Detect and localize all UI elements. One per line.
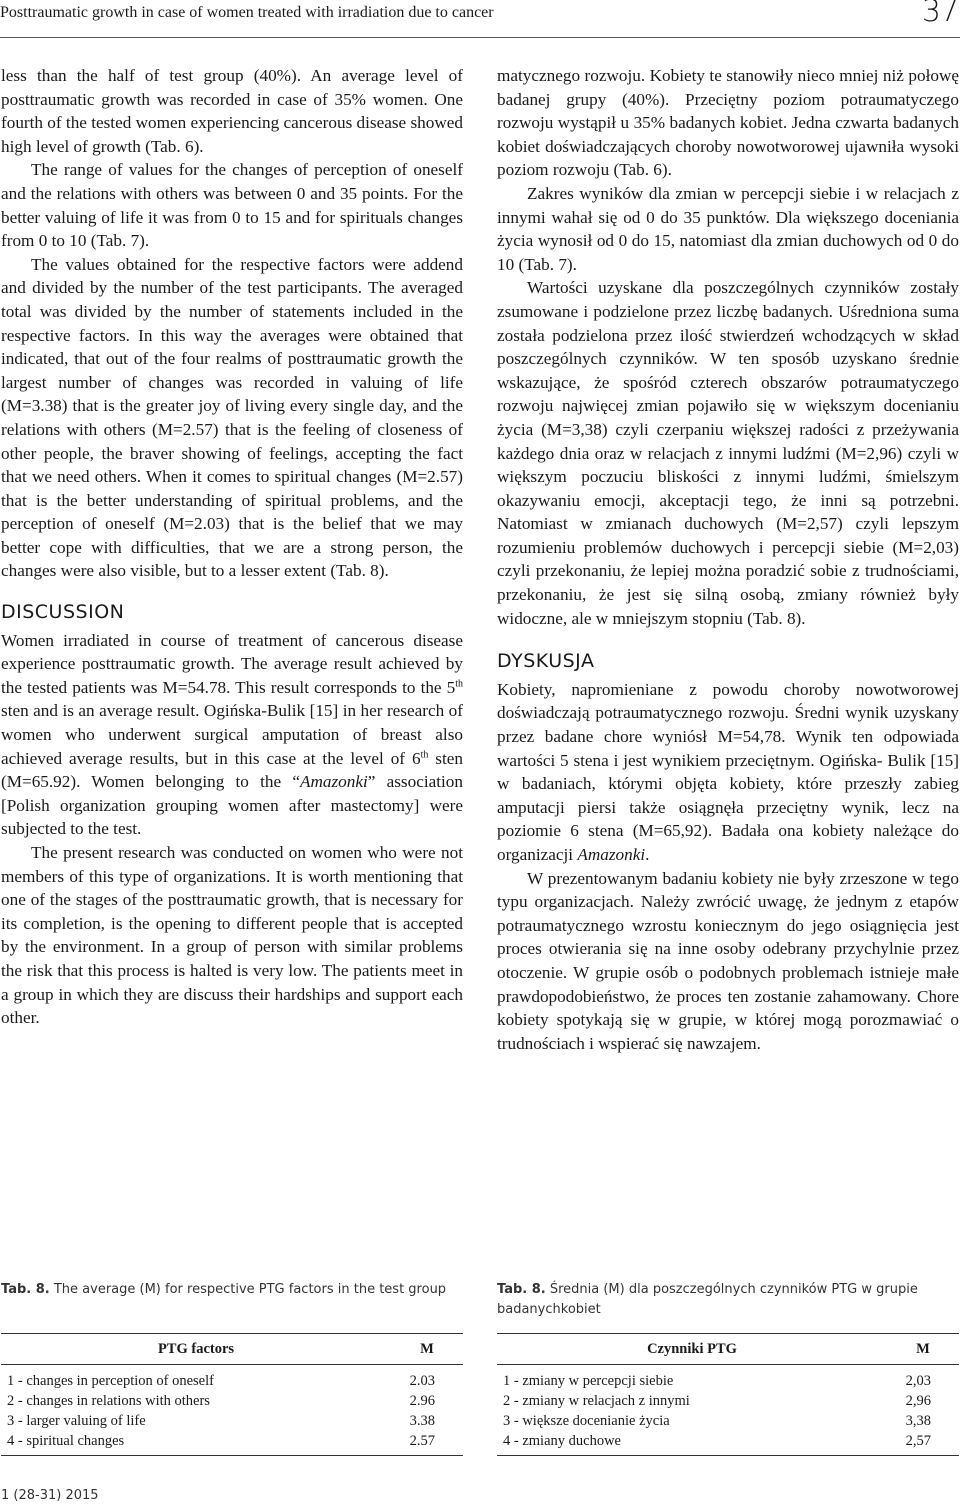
table-label: Tab. 8. (1, 1282, 50, 1297)
page-number: 37 (921, 0, 958, 29)
text-run: Kobiety, napromieniane z powodu choroby nowotworowej doświadczają potraumatycznego rozwoju. Średni wynik uzyskany przez badane chore wyniósł M=54,78. Wynik ten odpowiada wartości 5 stena i jest wynikiem przeciętnym. Ogińska- Bulik [15] w badaniach, którymi objęta kobiety, które przeszły zabieg amputacji piersi także osiągnęła przeciętny wynik, lecz na poziomie 6 stena (M=65,92). Badała ona kobiety należące do organizacji (497, 679, 959, 864)
wyniki-paragraph-2: Zakres wyników dla zmian w percepcji siebie i w relacjach z innymi wahał się od 0 do 35 punktów. Dla większego doceniania życia wynosił od 0 do 15, natomiast dla zmian duchowych od 0 do 10 (Tab. 7). (497, 183, 959, 274)
factor-cell: 3 - larger valuing of life (7, 1412, 146, 1429)
mean-cell: 2.96 (409, 1392, 435, 1409)
header-rule (0, 37, 960, 38)
organization-name: Amazonki (299, 772, 368, 792)
factor-cell: 4 - zmiany duchowe (497, 1431, 887, 1456)
column-header-czynniki: Czynniki PTG (497, 1334, 887, 1365)
table-row (1, 1365, 463, 1392)
results-paragraph-3: The values obtained for the respective factors were addend and divided by the number of the test participants. The averaged total was divided by the number of statements included in the respective factors. In this way the averages were obtained that indicated, that out of the four realms of posttraumatic growth the largest number of changes was recorded in valuing of life (M=3.38) that is the greater joy of living every single day, and the relations with others (M=2.57) that is the feeling of closeness of other people, the braver showing of feelings, accepting the fact that we need others. When it comes to spiritual changes (M=2.57) that is the better understanding of spiritual problems, and the perception of oneself (M=2.03) that is the belief that we may better cope with difficulties, that we are a strong person, the changes were also visible, but to a lesser extent (Tab. 8). (1, 254, 463, 581)
table-row (497, 1391, 959, 1411)
caption-text: Średnia (M) dla poszczególnych czynników PTG w grupie badanychkobiet (497, 1282, 918, 1317)
results-paragraph-2: The range of values for the changes of perception of oneself and the relations with others was between 0 and 35 points. For the better valuing of life it was from 0 to 15 and for spirituals changes from 0 to 10 (Tab. 7). (1, 160, 463, 251)
dyskusja-paragraph-1 (497, 678, 959, 867)
text-run: . (645, 845, 650, 864)
dyskusja-heading: DYSKUSJA (497, 650, 595, 673)
factor-cell: 3 - większe docenianie życia (503, 1412, 670, 1429)
table-caption-pl (497, 1280, 959, 1320)
wyniki-paragraph-3: Wartości uzyskane dla poszczególnych czynników zostały zsumowane i podzielone przez liczbę badanych. Uśredniona suma została podzielona przez ilość stwierdzeń wchodzących w skład poszczególnych czynników. W ten sposób uzyskano średnie wskazujące, że spośród czterech obszarów potraumatyczego rozwoju najwięcej zmian pojawiło się w większym docenianiu życia (M=3,38) czyli czerpaniu większej radości z przeżywania każdego dnia oraz w relacjach z innymi ludźmi (M=2,96) czyli w większym poczuciu bliskości z innymi ludźmi, śmielszym okazywaniu emocji, akceptacji tego, że inni są potrzebni. Natomiast w zmianach duchowych (M=2,57) czyli lepszym rozumieniu problemów duchowych i percepcji siebie (M=2,03) czyli przekonaniu, że lepiej można poradzić sobie z trudnościami, przekonaniu, że jest się silną osobą, zmiany również były widoczne, ale w mniejszym stopniu (Tab. 8). (497, 278, 959, 628)
table-row (497, 1411, 959, 1431)
organization-name: Amazonki (577, 845, 646, 864)
running-title: Posttraumatic growth in case of women treated with irradiation due to cancer (0, 4, 494, 21)
ptg-table-en (1, 1333, 463, 1456)
table-label: Tab. 8. (497, 1282, 546, 1297)
dyskusja-paragraph-2: W prezentowanym badaniu kobiety nie były zrzeszone w tego typu organizacjach. Należy zwrócić uwagę, że jednym z etapów potraumatycznego wzrostu koniecznym do jego osiągnięcia jest proces otwierania się na inne osoby odebrany przychylnie przez otoczenie. W grupie osób o podobnych problemach istnieje małe prawdopodobieństwo, że proces ten zostanie zahamowany. Chore kobiety spotykają się w grupie, w której mogą porozmawiać o trudnościach i wspierać się nawzajem. (497, 868, 959, 1053)
discussion-paragraph-2: The present research was conducted on women who were not members of this type of organizations. It is worth mentioning that one of the stages of the posttraumatic growth, that is necessary for its completion, is the opening to different people that is accepted by the environment. In a group of person with similar problems the risk that this process is halted is very low. The patients meet in a group in which they are discuss their hardships and support each other. (1, 843, 463, 1028)
wyniki-paragraph-1: matycznego rozwoju. Kobiety te stanowiły nieco mniej niż połowę badanej grupy (40%). Przeciętny poziom potraumatyczego rozwoju wystąpił u 35% badanych kobiet. Jedna czwarta badanych kobiet doświadczających choroby nowotworowej ujawniła wysoki poziom rozwoju (Tab. 6). (497, 66, 959, 180)
table-header-row (1, 1334, 463, 1365)
superscript: th (455, 678, 463, 690)
caption-text: The average (M) for respective PTG factors in the test group (49, 1282, 447, 1297)
column-header-factors: PTG factors (1, 1334, 391, 1365)
mean-cell: 2,96 (905, 1392, 931, 1409)
factor-cell: 2 - zmiany w relacjach z innymi (503, 1392, 690, 1409)
mean-cell: 2,03 (905, 1372, 931, 1389)
ptg-table-pl (497, 1333, 959, 1456)
factor-cell: 1 - changes in perception of oneself (7, 1372, 214, 1389)
factor-cell: 1 - zmiany w percepcji siebie (503, 1372, 674, 1389)
superscript: th (420, 748, 429, 760)
table-row (1, 1411, 463, 1431)
text-run: sten and is an average result. Ogińska-Bulik [15] in her research of women who underwent surgical amputation of breast also achieved average results, but in this case at the level of 6 (1, 701, 463, 768)
factor-cell: 2 - changes in relations with others (7, 1392, 210, 1409)
mean-cell: 2.57 (391, 1431, 463, 1456)
column-header-m: M (391, 1334, 463, 1365)
column-header-m: M (887, 1334, 959, 1365)
results-paragraph-1: less than the half of test group (40%). An average level of posttraumatic growth was recorded in case of 35% women. One fourth of the tested women experiencing cancerous disease showed high level of growth (Tab. 6). (1, 66, 463, 156)
mean-cell: 3.38 (409, 1412, 435, 1429)
table-caption-en (1, 1280, 463, 1300)
discussion-paragraph-1 (1, 629, 463, 841)
polish-column (497, 64, 959, 1055)
mean-cell: 2,57 (887, 1431, 959, 1456)
english-column (1, 64, 463, 1030)
table-row (497, 1365, 959, 1392)
issue-footer: 1 (28-31) 2015 (1, 1488, 99, 1503)
text-run: sten (M=65.92). Women belonging to the “ (1, 748, 463, 792)
discussion-heading: DISCUSSION (1, 601, 125, 624)
text-run: ” association [Polish organization grouping women after mastectomy] were subjected to the test. (1, 772, 463, 839)
factor-cell: 4 - spiritual changes (1, 1431, 391, 1456)
table-row (1, 1431, 463, 1456)
table-row (1, 1391, 463, 1411)
mean-cell: 2.03 (409, 1372, 435, 1389)
page-header (0, 0, 960, 40)
table-row (497, 1431, 959, 1456)
text-run: Women irradiated in course of treatment of cancerous disease experience posttraumatic growth. The average result achieved by the tested patients was M=54.78. This result corresponds to the 5 (1, 630, 463, 697)
mean-cell: 3,38 (905, 1412, 931, 1429)
table-header-row (497, 1334, 959, 1365)
